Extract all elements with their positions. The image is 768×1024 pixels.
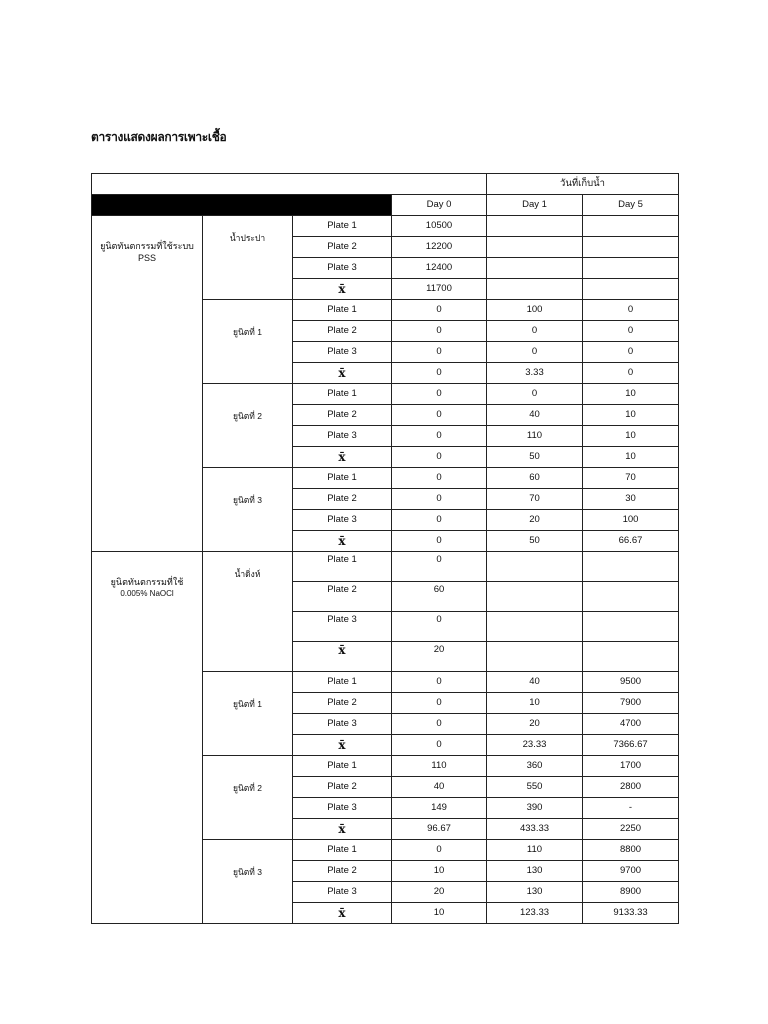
mean-label: x̄ [293,819,392,840]
value-cell-d5: 30 [583,489,679,510]
value-cell-d1: 40 [487,405,583,426]
value-cell-d0: 20 [392,642,487,672]
header-row-days [92,195,679,216]
value-cell-d5: 10 [583,447,679,468]
section-label-line1: ยูนิตทันตกรรมที่ใช้ [110,577,184,587]
value-cell-d1: 433.33 [487,819,583,840]
value-cell-d1: 360 [487,756,583,777]
value-cell-d5 [583,612,679,642]
value-cell-d5: 9500 [583,672,679,693]
plate-label: Plate 1 [293,384,392,405]
value-cell-d0: 12400 [392,258,487,279]
unit-label: ยูนิตที่ 2 [203,756,293,840]
value-cell-d0: 40 [392,777,487,798]
value-cell-d5: 7900 [583,693,679,714]
value-cell-d0: 0 [392,552,487,582]
value-cell-d0: 0 [392,693,487,714]
value-cell-d5 [583,642,679,672]
value-cell-d0: 0 [392,321,487,342]
value-cell-d1: 23.33 [487,735,583,756]
plate-label: Plate 3 [293,510,392,531]
value-cell-d1: 50 [487,531,583,552]
header-row-top [92,174,679,195]
day-1-header: Day 1 [487,195,583,216]
page-title: ตารางแสดงผลการเพาะเชื้อ [91,130,227,144]
value-cell-d1 [487,612,583,642]
value-cell-d1 [487,216,583,237]
value-cell-d0: 0 [392,612,487,642]
plate-label: Plate 2 [293,489,392,510]
plate-label: Plate 3 [293,798,392,819]
plate-label: Plate 3 [293,882,392,903]
value-cell-d1: 40 [487,672,583,693]
value-cell-d5: 10 [583,384,679,405]
plate-label: Plate 1 [293,552,392,582]
value-cell-d0: 0 [392,405,487,426]
value-cell-d5: - [583,798,679,819]
plate-label: Plate 1 [293,468,392,489]
day-0-header: Day 0 [392,195,487,216]
unit-label: ยูนิตที่ 3 [203,468,293,552]
value-cell-d0: 96.67 [392,819,487,840]
unit-label: ยูนิตที่ 3 [203,840,293,924]
unit-label: ยูนิตที่ 1 [203,300,293,384]
value-cell-d0: 10500 [392,216,487,237]
culture-results-table [91,173,679,924]
value-cell-d1: 110 [487,426,583,447]
plate-label: Plate 3 [293,612,392,642]
value-cell-d5 [583,582,679,612]
plate-label: Plate 3 [293,426,392,447]
value-cell-d5: 0 [583,300,679,321]
value-cell-d1 [487,552,583,582]
mean-label: x̄ [293,642,392,672]
unit-label: น้ำดิ่งห์ [203,552,293,672]
value-cell-d0: 110 [392,756,487,777]
value-cell-d5 [583,216,679,237]
value-cell-d5: 8900 [583,882,679,903]
value-cell-d0: 10 [392,903,487,924]
plate-label: Plate 1 [293,300,392,321]
value-cell-d1 [487,279,583,300]
value-cell-d1: 0 [487,384,583,405]
value-cell-d5: 0 [583,321,679,342]
value-cell-d0: 0 [392,447,487,468]
value-cell-d0: 0 [392,342,487,363]
value-cell-d0: 0 [392,531,487,552]
value-cell-d1: 0 [487,342,583,363]
value-cell-d1: 130 [487,882,583,903]
value-cell-d0: 10 [392,861,487,882]
mean-label: x̄ [293,531,392,552]
plate-label: Plate 1 [293,840,392,861]
value-cell-d1: 550 [487,777,583,798]
value-cell-d1: 10 [487,693,583,714]
value-cell-d5: 9133.33 [583,903,679,924]
section-label-line2: PSS [137,253,156,263]
value-cell-d5: 2800 [583,777,679,798]
value-cell-d1: 123.33 [487,903,583,924]
value-cell-d1: 20 [487,714,583,735]
header-blank-cell [92,174,487,195]
value-cell-d1: 110 [487,840,583,861]
mean-label: x̄ [293,363,392,384]
value-cell-d5: 2250 [583,819,679,840]
plate-label: Plate 2 [293,321,392,342]
table-row [92,216,679,237]
collection-day-header: วันที่เก็บน้ำ [487,174,679,195]
value-cell-d0: 0 [392,363,487,384]
value-cell-d1 [487,237,583,258]
plate-label: Plate 1 [293,672,392,693]
value-cell-d1: 130 [487,861,583,882]
value-cell-d5: 100 [583,510,679,531]
plate-label: Plate 2 [293,582,392,612]
section-label [92,552,203,924]
unit-label: ยูนิตที่ 2 [203,384,293,468]
value-cell-d1 [487,258,583,279]
value-cell-d5 [583,258,679,279]
section-label-line2: 0.005% NaOCl [120,589,174,598]
plate-label: Plate 3 [293,258,392,279]
mean-label: x̄ [293,447,392,468]
plate-label: Plate 2 [293,693,392,714]
section-label [92,216,203,552]
plate-label: Plate 2 [293,405,392,426]
value-cell-d1 [487,582,583,612]
value-cell-d0: 60 [392,582,487,612]
value-cell-d1: 60 [487,468,583,489]
value-cell-d1: 390 [487,798,583,819]
value-cell-d0: 0 [392,840,487,861]
value-cell-d0: 0 [392,672,487,693]
value-cell-d0: 149 [392,798,487,819]
value-cell-d5 [583,552,679,582]
value-cell-d0: 0 [392,489,487,510]
plate-label: Plate 1 [293,216,392,237]
value-cell-d1: 70 [487,489,583,510]
value-cell-d1: 0 [487,321,583,342]
plate-label: Plate 2 [293,777,392,798]
value-cell-d5 [583,237,679,258]
black-header-bar [92,195,392,216]
value-cell-d0: 0 [392,300,487,321]
value-cell-d1: 3.33 [487,363,583,384]
plate-label: Plate 3 [293,714,392,735]
mean-label: x̄ [293,735,392,756]
value-cell-d0: 0 [392,714,487,735]
plate-label: Plate 1 [293,756,392,777]
plate-label: Plate 3 [293,342,392,363]
mean-label: x̄ [293,279,392,300]
section-label-line1: ยูนิตทันตกรรมที่ใช้ระบบ [100,241,194,251]
value-cell-d1: 50 [487,447,583,468]
value-cell-d5: 70 [583,468,679,489]
unit-label: ยูนิตที่ 1 [203,672,293,756]
value-cell-d5: 4700 [583,714,679,735]
value-cell-d0: 11700 [392,279,487,300]
value-cell-d1 [487,642,583,672]
value-cell-d0: 0 [392,468,487,489]
value-cell-d0: 12200 [392,237,487,258]
plate-label: Plate 2 [293,237,392,258]
value-cell-d0: 0 [392,384,487,405]
unit-label: น้ำประปา [203,216,293,300]
value-cell-d5: 0 [583,363,679,384]
mean-label: x̄ [293,903,392,924]
value-cell-d5: 10 [583,426,679,447]
value-cell-d5: 9700 [583,861,679,882]
value-cell-d5: 10 [583,405,679,426]
plate-label: Plate 2 [293,861,392,882]
value-cell-d5: 0 [583,342,679,363]
value-cell-d1: 100 [487,300,583,321]
value-cell-d5: 66.67 [583,531,679,552]
value-cell-d1: 20 [487,510,583,531]
table-row [92,552,679,582]
value-cell-d0: 0 [392,426,487,447]
value-cell-d5: 8800 [583,840,679,861]
value-cell-d5: 1700 [583,756,679,777]
value-cell-d0: 20 [392,882,487,903]
value-cell-d5 [583,279,679,300]
day-5-header: Day 5 [583,195,679,216]
value-cell-d0: 0 [392,735,487,756]
value-cell-d0: 0 [392,510,487,531]
value-cell-d5: 7366.67 [583,735,679,756]
